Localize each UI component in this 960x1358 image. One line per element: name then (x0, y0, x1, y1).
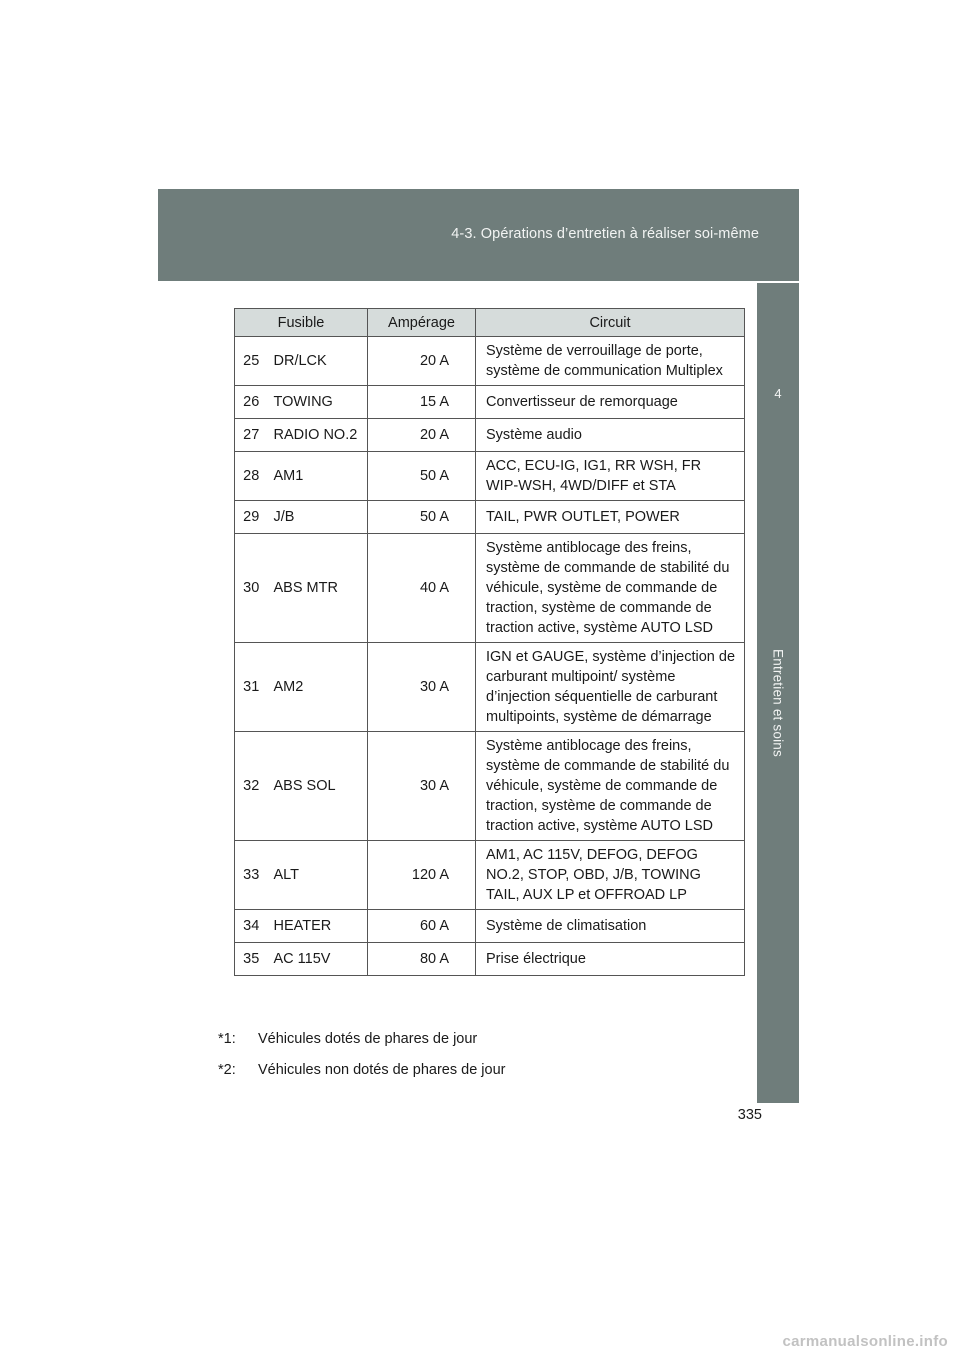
fuse-circuit: ACC, ECU-IG, IG1, RR WSH, FR WIP-WSH, 4WD/DIFF et STA (476, 452, 745, 501)
fuse-amperage: 15 A (368, 386, 476, 419)
table-row (235, 534, 745, 643)
page-number: 335 (737, 1107, 762, 1123)
chapter-label: Entretien et soins (770, 649, 786, 757)
fuse-name: TOWING (268, 386, 368, 419)
fuse-amperage: 50 A (368, 501, 476, 534)
footnote (218, 1029, 505, 1049)
footnote-mark: *1: (218, 1031, 236, 1047)
fuse-amperage: 30 A (368, 643, 476, 732)
fuse-circuit: AM1, AC 115V, DEFOG, DEFOG NO.2, STOP, OBD, J/B, TOWING TAIL, AUX LP et OFFROAD LP (476, 841, 745, 910)
table-row (235, 452, 745, 501)
fuse-number: 31 (235, 643, 268, 732)
fuse-circuit: IGN et GAUGE, système d’injection de carburant multipoint/ système d’injection séquentielle de carburant multipoints, système de démarrage (476, 643, 745, 732)
table-row (235, 943, 745, 976)
section-title: 4-3. Opérations d’entretien à réaliser soi-même (451, 226, 759, 242)
table-row (235, 337, 745, 386)
fuse-name: J/B (268, 501, 368, 534)
fuse-circuit: Convertisseur de remorquage (476, 386, 745, 419)
fuse-number: 35 (235, 943, 268, 976)
fuse-name: DR/LCK (268, 337, 368, 386)
fuse-amperage: 40 A (368, 534, 476, 643)
fuse-amperage: 60 A (368, 910, 476, 943)
section-header-band (158, 189, 799, 281)
fuse-number: 29 (235, 501, 268, 534)
watermark: carmanualsonline.info (782, 1333, 948, 1350)
column-header-circuit: Circuit (476, 309, 745, 337)
fuse-number: 25 (235, 337, 268, 386)
fuse-number: 30 (235, 534, 268, 643)
footnote-mark: *2: (218, 1062, 236, 1078)
fuse-circuit: Système de climatisation (476, 910, 745, 943)
fuse-amperage: 20 A (368, 337, 476, 386)
fuse-circuit: Système antiblocage des freins, système de commande de stabilité du véhicule, système de commande de traction, système de commande de traction active, système AUTO LSD (476, 534, 745, 643)
fuse-circuit: Système audio (476, 419, 745, 452)
fuse-circuit: TAIL, PWR OUTLET, POWER (476, 501, 745, 534)
fuse-circuit: Système de verrouillage de porte, système de communication Multiplex (476, 337, 745, 386)
table-row (235, 732, 745, 841)
fuse-name: RADIO NO.2 (268, 419, 368, 452)
table-row (235, 910, 745, 943)
table-header-row (235, 309, 745, 337)
fuse-circuit: Prise électrique (476, 943, 745, 976)
fuse-amperage: 50 A (368, 452, 476, 501)
fuse-name: HEATER (268, 910, 368, 943)
fuse-name: AM2 (268, 643, 368, 732)
table-row (235, 419, 745, 452)
fuse-circuit: Système antiblocage des freins, système de commande de stabilité du véhicule, système de commande de traction, système de commande de traction active, système AUTO LSD (476, 732, 745, 841)
footnotes (218, 1029, 505, 1091)
fuse-amperage: 20 A (368, 419, 476, 452)
fuse-table (234, 308, 745, 976)
fuse-name: ABS SOL (268, 732, 368, 841)
table-row (235, 386, 745, 419)
fuse-amperage: 80 A (368, 943, 476, 976)
table-row (235, 841, 745, 910)
fuse-number: 28 (235, 452, 268, 501)
fuse-number: 26 (235, 386, 268, 419)
column-header-fuse: Fusible (235, 309, 368, 337)
fuse-name: AM1 (268, 452, 368, 501)
fuse-number: 27 (235, 419, 268, 452)
footnote (218, 1060, 505, 1080)
table-row (235, 501, 745, 534)
chapter-number: 4 (774, 386, 782, 401)
footnote-text: Véhicules non dotés de phares de jour (258, 1062, 506, 1078)
fuse-name: ALT (268, 841, 368, 910)
chapter-side-tab (757, 283, 799, 1103)
fuse-amperage: 120 A (368, 841, 476, 910)
footnote-text: Véhicules dotés de phares de jour (258, 1031, 478, 1047)
fuse-number: 34 (235, 910, 268, 943)
fuse-number: 32 (235, 732, 268, 841)
fuse-number: 33 (235, 841, 268, 910)
fuse-name: AC 115V (268, 943, 368, 976)
fuse-amperage: 30 A (368, 732, 476, 841)
fuse-name: ABS MTR (268, 534, 368, 643)
column-header-amperage: Ampérage (368, 309, 476, 337)
table-row (235, 643, 745, 732)
